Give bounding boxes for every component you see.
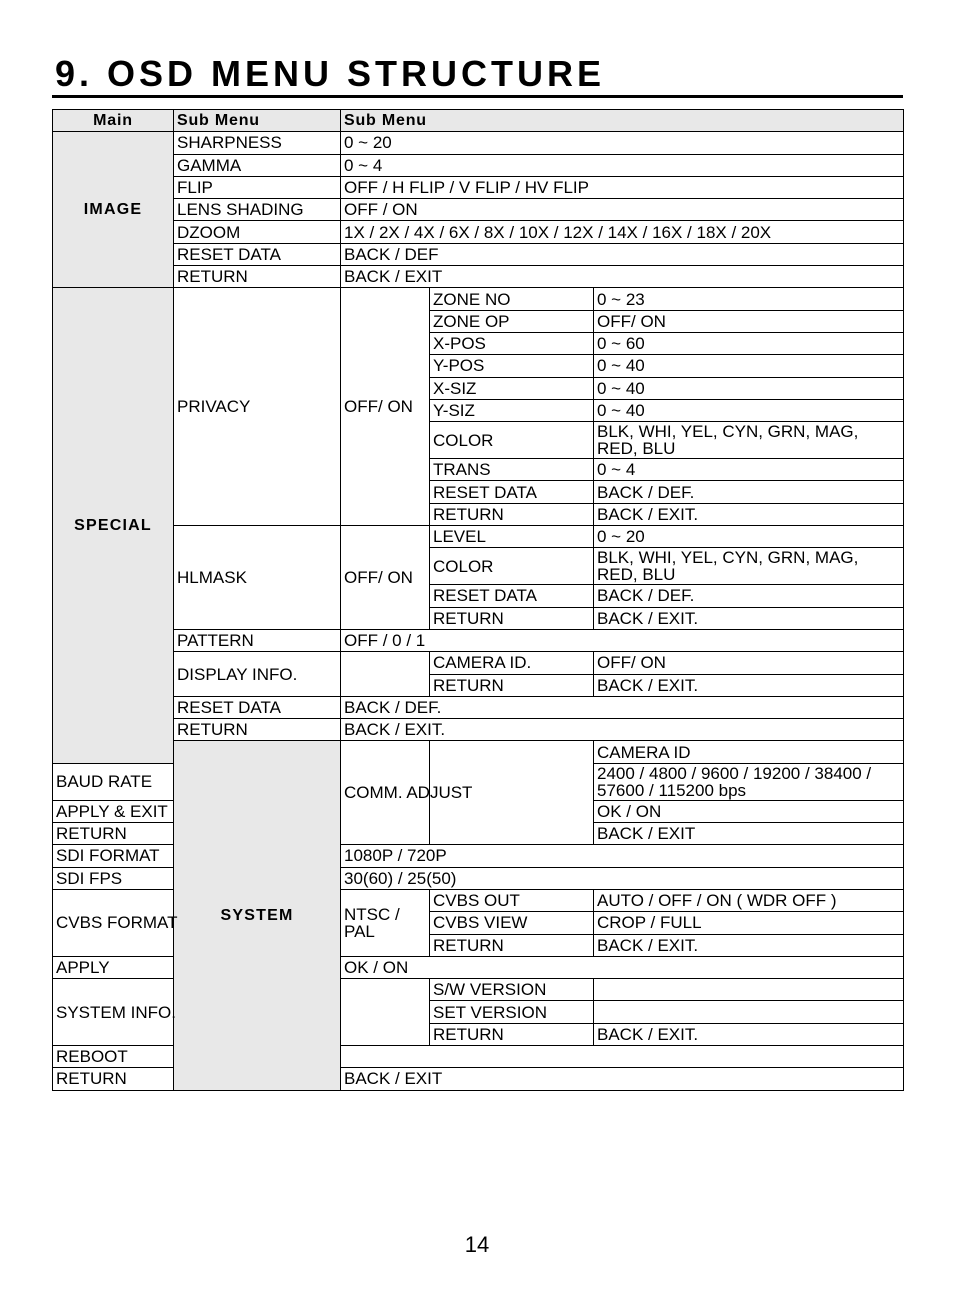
sub-value: 2400 / 4800 / 9600 / 19200 / 38400 / 57600 / 115200 bps — [594, 763, 904, 800]
menu-item: APPLY — [53, 956, 174, 978]
header-sub-menu-2: Sub Menu — [341, 110, 904, 132]
menu-item: SHARPNESS — [174, 132, 341, 154]
sub-item: X-POS — [430, 332, 594, 354]
menu-item: FLIP — [174, 176, 341, 198]
sub-value: BLK, WHI, YEL, CYN, GRN, MAG, RED, BLU — [594, 422, 904, 459]
sub-value: BLK, WHI, YEL, CYN, GRN, MAG, RED, BLU — [594, 548, 904, 585]
sub-item: CAMERA ID. — [430, 652, 594, 674]
table-row — [53, 266, 904, 288]
menu-value: OFF / ON — [341, 199, 904, 221]
menu-value: BACK / DEF — [341, 243, 904, 265]
menu-value: 30(60) / 25(50) — [341, 867, 904, 889]
sub-item: RESET DATA — [430, 585, 594, 607]
sub-value: 0 ~ 4 — [594, 459, 904, 481]
sub-item: RETURN — [430, 934, 594, 956]
sub-item: Y-SIZ — [430, 399, 594, 421]
menu-item: SDI FORMAT — [53, 845, 174, 867]
header-main: Main — [53, 110, 174, 132]
sub-value: 0 ~ 40 — [594, 355, 904, 377]
sub-value: BACK / EXIT — [594, 823, 904, 845]
menu-value: BACK / EXIT — [341, 1068, 904, 1090]
sub-value — [594, 1001, 904, 1023]
sub-value: BACK / DEF. — [594, 585, 904, 607]
menu-item: RETURN — [53, 1068, 174, 1090]
osd-menu-table — [52, 109, 904, 1091]
sub-value: BACK / DEF. — [594, 481, 904, 503]
menu-item-system-info: SYSTEM INFO. — [53, 979, 174, 1046]
header-sub-menu: Sub Menu — [174, 110, 341, 132]
menu-item-cvbs-format: CVBS FORMAT — [53, 889, 174, 956]
table-row — [53, 719, 904, 741]
table-row — [53, 176, 904, 198]
menu-value: BACK / EXIT — [341, 266, 904, 288]
menu-value: 0 ~ 4 — [341, 154, 904, 176]
table-row — [53, 696, 904, 718]
sub-value: 0 ~ 40 — [594, 399, 904, 421]
sub-item: CAMERA ID — [594, 741, 904, 763]
sub-item: Y-POS — [430, 355, 594, 377]
menu-value: BACK / EXIT. — [341, 719, 904, 741]
sub-value: BACK / EXIT. — [594, 934, 904, 956]
sub-item: X-SIZ — [430, 377, 594, 399]
menu-item-hlmask: HLMASK — [174, 526, 341, 630]
sub-item: COLOR — [430, 422, 594, 459]
main-special: SPECIAL — [53, 288, 174, 763]
sub-item: COLOR — [430, 548, 594, 585]
sub-value: OFF/ ON — [594, 652, 904, 674]
menu-value-cvbs-format: NTSC / PAL — [341, 889, 430, 956]
menu-value-privacy: OFF/ ON — [341, 288, 430, 526]
main-system: SYSTEM — [174, 741, 341, 1090]
sub-value: AUTO / OFF / ON ( WDR OFF ) — [594, 889, 904, 911]
sub-value — [594, 979, 904, 1001]
sub-value: BACK / EXIT. — [594, 674, 904, 696]
sub-value: BACK / EXIT. — [594, 503, 904, 525]
table-row — [53, 741, 904, 763]
table-row — [53, 154, 904, 176]
sub-item: LEVEL — [430, 526, 594, 548]
menu-value-empty — [341, 652, 430, 697]
menu-item: RESET DATA — [174, 696, 341, 718]
menu-item-display-info: DISPLAY INFO. — [174, 652, 341, 697]
table-header-row — [53, 110, 904, 132]
menu-value — [341, 1045, 904, 1067]
menu-item: GAMMA — [174, 154, 341, 176]
sub-item: RETURN — [430, 503, 594, 525]
title-underline — [52, 95, 903, 98]
page-number: 14 — [464, 1232, 490, 1257]
table-row — [53, 629, 904, 651]
table-row — [53, 526, 904, 548]
sub-item: CVBS OUT — [430, 889, 594, 911]
sub-value: BACK / EXIT. — [594, 1023, 904, 1045]
table-row — [53, 221, 904, 243]
sub-value: 0 ~ 23 — [594, 288, 904, 310]
sub-item: APPLY & EXIT — [53, 800, 174, 822]
sub-item: TRANS — [430, 459, 594, 481]
menu-value: OFF / H FLIP / V FLIP / HV FLIP — [341, 176, 904, 198]
table-row — [53, 243, 904, 265]
menu-value: 0 ~ 20 — [341, 132, 904, 154]
sub-value: 0 ~ 60 — [594, 332, 904, 354]
sub-item: BAUD RATE — [53, 763, 174, 800]
menu-item-privacy: PRIVACY — [174, 288, 341, 526]
sub-item: ZONE OP — [430, 310, 594, 332]
sub-value: BACK / EXIT. — [594, 607, 904, 629]
sub-item: RETURN — [53, 823, 174, 845]
sub-value: OFF/ ON — [594, 310, 904, 332]
menu-item-comm-adjust: COMM. ADJUST — [341, 741, 430, 845]
menu-value: 1X / 2X / 4X / 6X / 8X / 10X / 12X / 14X / 16X / 18X / 20X — [341, 221, 904, 243]
menu-item: PATTERN — [174, 629, 341, 651]
sub-item: RETURN — [430, 674, 594, 696]
menu-item: RETURN — [174, 719, 341, 741]
menu-value-empty — [341, 979, 430, 1046]
menu-value: 1080P / 720P — [341, 845, 904, 867]
table-row — [53, 652, 904, 674]
sub-item: SET VERSION — [430, 1001, 594, 1023]
sub-value: 0 ~ 20 — [594, 526, 904, 548]
menu-value: OK / ON — [341, 956, 904, 978]
menu-item: REBOOT — [53, 1045, 174, 1067]
page-title: 9. OSD MENU STRUCTURE — [55, 53, 606, 94]
menu-value: OFF / 0 / 1 — [341, 629, 904, 651]
menu-item: RESET DATA — [174, 243, 341, 265]
sub-value: CROP / FULL — [594, 912, 904, 934]
sub-item: S/W VERSION — [430, 979, 594, 1001]
table-row — [53, 199, 904, 221]
main-image: IMAGE — [53, 132, 174, 288]
menu-item: SDI FPS — [53, 867, 174, 889]
menu-item: RETURN — [174, 266, 341, 288]
menu-value: BACK / DEF. — [341, 696, 904, 718]
menu-item: LENS SHADING — [174, 199, 341, 221]
sub-item: RETURN — [430, 607, 594, 629]
sub-value: 0 ~ 40 — [594, 377, 904, 399]
menu-item: DZOOM — [174, 221, 341, 243]
sub-item: ZONE NO — [430, 288, 594, 310]
sub-value: OK / ON — [594, 800, 904, 822]
table-row — [53, 288, 904, 310]
table-row — [53, 132, 904, 154]
sub-item: CVBS VIEW — [430, 912, 594, 934]
sub-item: RESET DATA — [430, 481, 594, 503]
sub-item: RETURN — [430, 1023, 594, 1045]
menu-value-hlmask: OFF/ ON — [341, 526, 430, 630]
